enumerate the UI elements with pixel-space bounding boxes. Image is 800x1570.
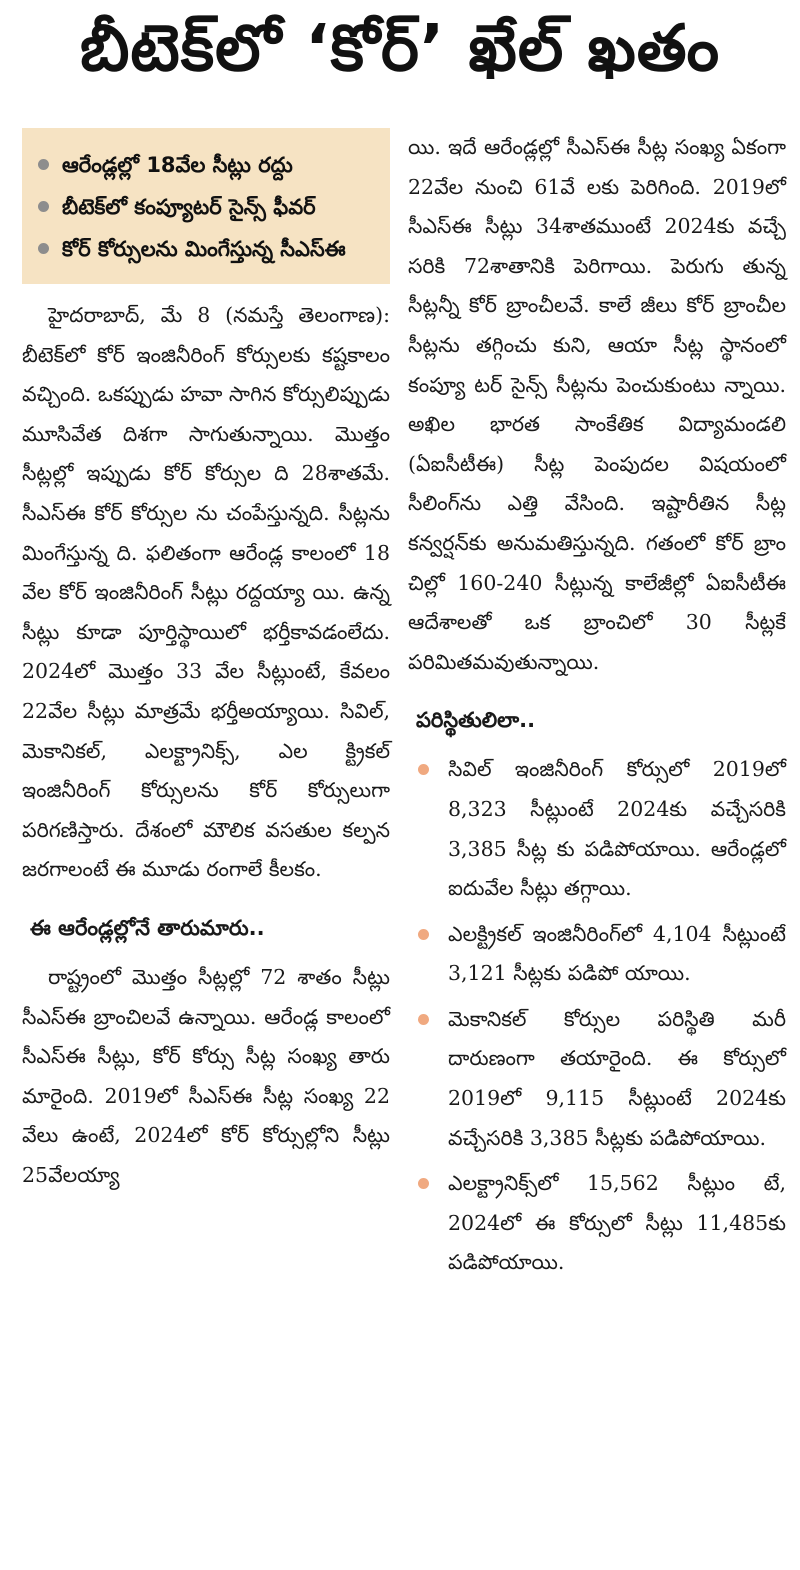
bullet-item bbox=[408, 1000, 786, 1158]
article-paragraph: హైదరాబాద్, మే 8 (నమస్తే తెలంగాణ): బీటెక్‌లో కోర్ ఇంజినీరింగ్ కోర్సులకు కష్టకాలం వచ్చింది. ఒకప్పుడు హవా సాగిన కోర్సులిప్పుడు మూసివేత దిశగా సాగుతున్నాయి. మొత్తం సీట్లల్లో ఇప్పుడు కోర్ కోర్సుల ది 28శాతమే. సీఎస్ఈ కోర్ కోర్సుల ను చంపేస్తున్నది. సీట్లను మింగేస్తున్న ది. ఫలితంగా ఆరేండ్ల కాలంలో 18 వేల కోర్ ఇంజినీరింగ్ సీట్లు రద్దయ్యా యి. ఉన్న సీట్లు కూడా పూర్తిస్థాయిలో భర్తీకావడంలేదు. 2024లో మొత్తం 33 వేల సీట్లుంటే, కేవలం 22వేల సీట్లు మాత్రమే భర్తీఅయ్యాయి. సివిల్, మెకానికల్, ఎలక్ట్రానిక్స్, ఎల క్ట్రికల్ ఇంజినీరింగ్ కోర్సులను కోర్ కోర్సులుగా పరిగణిస్తారు. దేశంలో మౌలిక వసతుల కల్పన జరగాలంటే ఈ మూడు రంగాలే కీలకం. bbox=[22, 303, 391, 882]
right-column bbox=[408, 128, 786, 1289]
highlight-item bbox=[36, 228, 376, 270]
bullet-item bbox=[408, 915, 786, 994]
bullet-item bbox=[408, 1164, 786, 1283]
bullet-dot-icon bbox=[38, 159, 49, 170]
highlight-box bbox=[22, 128, 390, 284]
left-column bbox=[22, 128, 390, 1195]
headline: బీటెక్‌లో ‘కోర్’ ఖేల్ ఖతం bbox=[79, 11, 721, 86]
article-paragraph: యి. ఇదే ఆరేండ్లల్లో సీఎస్ఈ సీట్ల సంఖ్య ఏకంగా 22వేల నుంచి 61వే లకు పెరిగింది. 2019లో సీఎస్ఈ సీట్లు 34శాతముంటే 2024కు వచ్చే సరికి 72శాతానికి పెరిగాయి. పెరుగు తున్న సీట్లన్నీ కోర్ బ్రాంచీలవే. కాలే జీలు కోర్ బ్రాంచీల సీట్లను తగ్గించు కుని, ఆయా సీట్ల స్థానంలో కంప్యూ టర్ సైన్స్ సీట్లను పెంచుకుంటు న్నాయి. అఖిల భారత సాంకేతిక విద్యామండలి (ఏఐసీటీఈ) సీట్ల పెంపుదల విషయంలో సీలింగ్‌ను ఎత్తి వేసింది. ఇష్టారీతిన సీట్ల కన్వర్షన్‌కు అనుమతిస్తున్నది. గతంలో కోర్ బ్రాం చిల్లో 160-240 సీట్లున్న కాలేజీల్లో ఏఐసీటీఈ ఆదేశాలతో ఒక బ్రాంచిలో 30 సీట్లకే పరిమితమవుతున్నాయి. bbox=[408, 135, 786, 674]
bullet-text: మెకానికల్ కోర్సుల పరిస్థితి మరీ దారుణంగా తయారైంది. ఈ కోర్సులో 2019లో 9,115 సీట్లుంటే 2024కు వచ్చేసరికి 3,385 సీట్లకు పడిపోయాయి. bbox=[448, 1006, 786, 1150]
section-subheading: పరిస్థితులిలా.. bbox=[416, 708, 536, 733]
bullet-dot-icon bbox=[418, 929, 429, 940]
highlight-text: బీటెక్‌లో కంప్యూటర్ సైన్స్ ఫీవర్ bbox=[62, 195, 316, 219]
bullet-dot-icon bbox=[418, 1178, 429, 1189]
bullet-text: సివిల్ ఇంజినీరింగ్ కోర్సులో 2019లో 8,323 సీట్లుంటే 2024కు వచ్చేసరికి 3,385 సీట్ల కు పడిపోయాయి. ఆరేండ్లలో ఐదువేల సీట్లు తగ్గాయి. bbox=[448, 757, 786, 901]
bullet-dot-icon bbox=[38, 201, 49, 212]
bullet-dot-icon bbox=[418, 1014, 429, 1025]
highlight-item bbox=[36, 186, 376, 228]
highlight-text: కోర్ కోర్సులను మింగేస్తున్న సీఎస్ఈ bbox=[62, 237, 346, 261]
bullet-text: ఎలక్ట్రానిక్స్‌లో 15,562 సీట్లుం టే, 2024లో ఈ కోర్సులో సీట్లు 11,485కు పడిపోయాయి. bbox=[448, 1171, 786, 1275]
bullet-item bbox=[408, 750, 786, 908]
bullet-dot-icon bbox=[418, 764, 429, 775]
highlight-text: ఆరేండ్లల్లో 18వేల సీట్లు రద్దు bbox=[62, 153, 293, 177]
highlight-item bbox=[36, 144, 376, 186]
bullet-dot-icon bbox=[38, 243, 49, 254]
section-subheading: ఈ ఆరేండ్లల్లోనే తారుమారు.. bbox=[30, 915, 265, 940]
bullet-text: ఎలక్ట్రికల్ ఇంజినీరింగ్‌లో 4,104 సీట్లుంటే 3,121 సీట్లకు పడిపో యాయి. bbox=[448, 921, 786, 986]
article-paragraph: రాష్ట్రంలో మొత్తం సీట్లల్లో 72 శాతం సీట్లు సీఎస్ఈ బ్రాంచిలవే ఉన్నాయి. ఆరేండ్ల కాలంలో సీఎస్ఈ సీట్లు, కోర్ కోర్సు సీట్ల సంఖ్య తారు మారైంది. 2019లో సీఎస్ఈ సీట్ల సంఖ్య 22 వేలు ఉంటే, 2024లో కోర్ కోర్సుల్లోని సీట్లు 25వేలయ్యా bbox=[22, 964, 390, 1187]
